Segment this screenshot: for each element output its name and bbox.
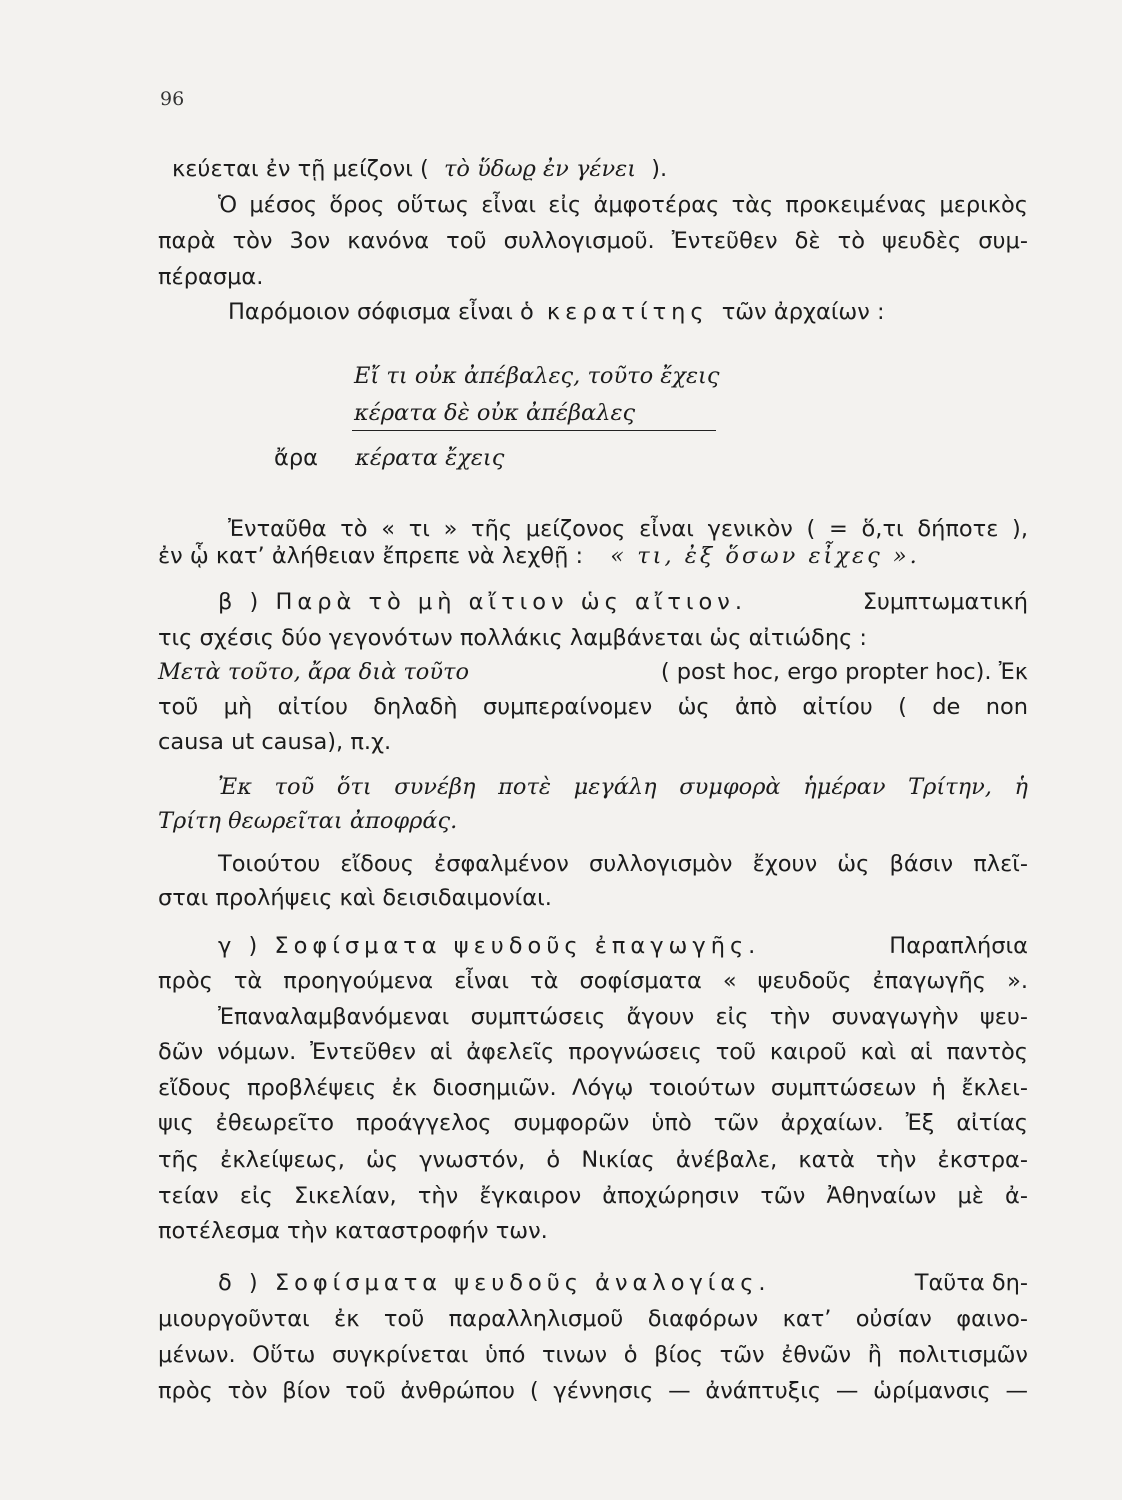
italic-example: Μετὰ τοῦτο, ἄρα διὰ τοῦτο	[158, 659, 470, 685]
section-heading-line	[218, 931, 1028, 961]
italic-example: κέρατα ἔχεις	[355, 445, 505, 471]
text-line: μιουργοῦνται ἐκ τοῦ παραλληλισμοῦ διαφόρων κατ’ οὐσίαν φαινο-	[158, 1306, 1028, 1332]
text-line	[172, 154, 1042, 184]
text-line	[158, 657, 1028, 687]
text-line: ποτέλεσμα τὴν καταστροφήν των.	[158, 1218, 548, 1244]
italic-example-line: Τρίτη θεωρεῖται ἀποφράς.	[158, 808, 458, 834]
text-line: εἴδους προβλέψεις ἐκ διοσημιῶν. Λόγῳ τοιούτων συμπτώσεων ἡ ἔκλει-	[158, 1075, 1028, 1101]
syllogism-minor-premise: κέρατα δὲ οὐκ ἀπέβαλες	[354, 400, 636, 426]
spaced-term: κερατίτης	[546, 299, 709, 325]
text-line: Ἐνταῦθα τὸ « τι » τῆς μείζονος εἶναι γενικὸν ( = ὅ,τι δήποτε ),	[228, 516, 1028, 542]
text-segment: Παρόμοιον σόφισμα εἶναι ὁ	[228, 299, 534, 325]
text-line: πρὸς τὸν βίον τοῦ ἀνθρώπου ( γέννησις — ἀνάπτυξις — ὡρίμανσις —	[158, 1378, 1028, 1404]
text-segment: Συμπτωματική	[862, 589, 1028, 615]
section-heading: δ ) Σοφίσματα ψευδοῦς ἀναλογίας.	[218, 1270, 771, 1296]
text-line: ψις ἐθεωρεῖτο προάγγελος συμφορῶν ὑπὸ τῶν ἀρχαίων. Ἐξ αἰτίας	[158, 1110, 1028, 1136]
text-line: πρὸς τὰ προηγούμενα εἶναι τὰ σοφίσματα « ψευδοῦς ἐπαγωγῆς ».	[158, 968, 1028, 994]
text-line: πέρασμα.	[158, 264, 264, 290]
text-segment: ( post hoc, ergo propter hoc). Ἐκ	[660, 659, 1028, 685]
page-number: 96	[160, 88, 185, 110]
text-segment: Παραπλήσια	[889, 933, 1028, 959]
syllogism-divider	[352, 430, 716, 431]
text-line: δῶν νόμων. Ἐντεῦθεν αἱ ἀφελεῖς προγνώσεις τοῦ καιροῦ καὶ αἱ παντὸς	[158, 1039, 1028, 1065]
syllogism-major-premise: Εἴ τι οὐκ ἀπέβαλες, τοῦτο ἔχεις	[354, 363, 720, 389]
italic-example: « τι, ἐξ ὅσων εἶχες ».	[610, 543, 920, 569]
text-segment: κεύεται ἐν τῇ μείζονι (	[172, 156, 429, 182]
text-segment: ἄρα	[274, 445, 318, 471]
text-line: τοῦ μὴ αἰτίου δηλαδὴ συμπεραίνομεν ὡς ἀπὸ αἰτίου ( de non	[158, 694, 1028, 720]
text-line: τῆς ἐκλείψεως, ὡς γνωστόν, ὁ Νικίας ἀνέβαλε, κατὰ τὴν ἐκστρα-	[158, 1147, 1028, 1173]
text-line: causa ut causa), π.χ.	[158, 729, 392, 755]
italic-example: τὸ ὕδωϱ ἐν γένει	[443, 156, 637, 182]
text-line	[158, 541, 928, 571]
text-line	[228, 297, 1028, 327]
text-line: παρὰ τὸν 3ον κανόνα τοῦ συλλογισμοῦ. Ἐντεῦθεν δὲ τὸ ψευδὲς συμ-	[158, 228, 1028, 254]
text-line: Ἐπαναλαμβανόμεναι συμπτώσεις ἄγουν εἰς τὴν συναγωγὴν ψευ-	[218, 1004, 1028, 1030]
text-segment: τῶν ἀρχαίων :	[721, 299, 885, 325]
section-heading: γ ) Σοφίσματα ψευδοῦς ἐπαγωγῆς.	[218, 933, 761, 959]
section-heading-line	[218, 587, 1028, 617]
text-line: τείαν εἰς Σικελίαν, τὴν ἔγκαιρον ἀποχώρησιν τῶν Ἀθηναίων μὲ ἀ-	[158, 1183, 1028, 1209]
text-line: σται προλήψεις καὶ δεισιδαιμονίαι.	[158, 885, 552, 911]
text-line: μένων. Οὕτω συγκρίνεται ὑπό τινων ὁ βίος τῶν ἐθνῶν ἢ πολιτισμῶν	[158, 1342, 1028, 1368]
syllogism-conclusion	[274, 443, 674, 473]
section-heading: β ) Παρὰ τὸ μὴ αἴτιον ὡς αἴτιον.	[218, 589, 748, 615]
italic-example-line: Ἐκ τοῦ ὅτι συνέβη ποτὲ μεγάλη συμφορὰ ἡμέραν Τρίτην, ἡ	[218, 774, 1028, 800]
text-segment: ἐν ᾧ κατ’ ἀλήθειαν ἔπρεπε νὰ λεχθῇ :	[158, 543, 584, 569]
section-heading-line	[218, 1268, 1028, 1298]
text-segment: Ταῦτα δη-	[914, 1270, 1028, 1296]
text-line: Ὁ μέσος ὅρος οὕτως εἶναι εἰς ἀμφοτέρας τὰς προκειμένας μερικὸς	[218, 192, 1028, 218]
text-line: Τοιούτου εἴδους ἐσφαλμένον συλλογισμὸν ἔχουν ὡς βάσιν πλεῖ-	[218, 851, 1028, 877]
text-segment: ).	[651, 156, 668, 182]
text-line: τις σχέσις δύο γεγονότων πολλάκις λαμβάνεται ὡς αἰτιώδης :	[158, 625, 868, 651]
